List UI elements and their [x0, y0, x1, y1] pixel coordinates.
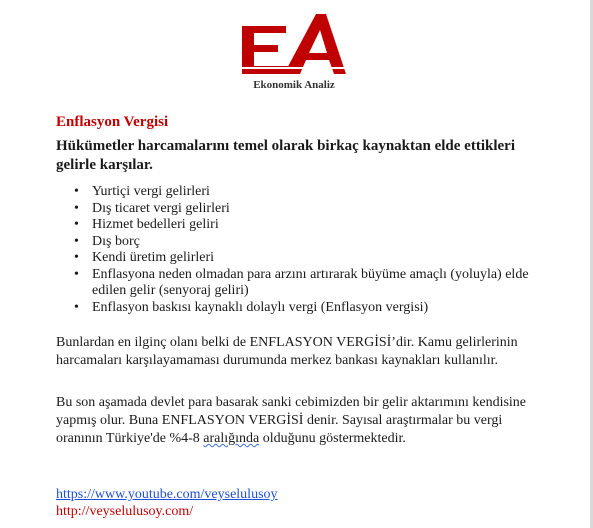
- paragraph-inflation-tax: Bunlardan en ilginç olanı belki de ENFLASYON VERGİSİ’dir. Kamu gelirlerinin harcamaları karşılayamaması durumunda merkez bankası kaynakları kullanılır.: [56, 335, 518, 368]
- list-item: • Dış borç: [92, 234, 532, 251]
- list-item: • Dış ticaret vergi gelirleri: [92, 201, 532, 218]
- website-link[interactable]: http://veyselulusoy.com/: [56, 504, 194, 519]
- paragraph-money-printing: [56, 394, 526, 448]
- svg-text:Ekonomik Analiz: Ekonomik Analiz: [253, 79, 335, 91]
- page-title: Enflasyon Vergisi: [56, 114, 169, 130]
- spellcheck-flagged-word[interactable]: aralığında: [203, 431, 260, 446]
- lead-paragraph: Hükümetler harcamalarını temel olarak birkaç kaynaktan elde ettikleri gelirle karşılar.: [56, 138, 515, 173]
- ekonomik-analiz-logo: [234, 8, 354, 92]
- list-item: • Hizmet bedelleri geliri: [92, 217, 532, 234]
- revenue-sources-list: [56, 184, 532, 316]
- paragraph-text-start: Bu son aşamada devlet para basarak sanki cebimizden bir gelir aktarımını kendisine yapmış olur. Buna ENFLASYON VERGİSİ denir. Sayısal araştırmalar bu vergi oranının Türkiye'de %4-8: [56, 395, 527, 446]
- list-item: • Kendi üretim gelirleri: [92, 250, 532, 267]
- youtube-link[interactable]: https://www.youtube.com/veyselulusoy: [56, 487, 278, 502]
- list-item: • Enflasyon baskısı kaynaklı dolaylı vergi (Enflasyon vergisi): [92, 300, 532, 317]
- ea-logo-icon: [234, 8, 354, 92]
- list-item: • Enflasyona neden olmadan para arzını artırarak büyüme amaçlı (yoluyla) elde edilen gelir (senyoraj geliri): [92, 267, 532, 300]
- paragraph-text-end: olduğunu göstermektedir.: [259, 431, 406, 446]
- list-item: • Yurtiçi vergi gelirleri: [92, 184, 532, 201]
